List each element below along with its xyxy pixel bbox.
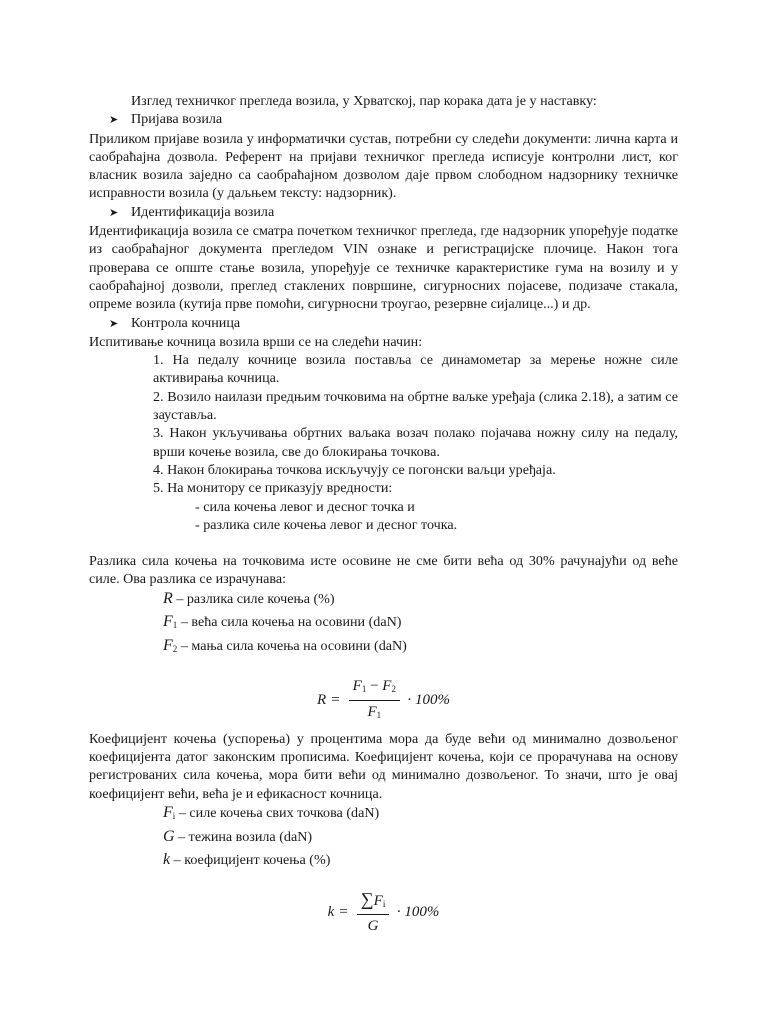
registration-paragraph: Приликом пријаве возила у информатички сустав, потребни су следећи документи: лична карта и саобраћајна дозвола. Референт на пријави техничког прегледа исписује контролни лист, ког власник возила заједно са саобраћајном дозволом даје првом слободном надзорнику техничке исправности возила (у даљњем тексту: надзорник). [89,130,678,202]
definition-desc: – силе кочења свих точкова (daN) [178,805,380,821]
symbol-sub: i [172,811,176,821]
step-item: 1. На педалу кочнице возила поставља се динамометар за мерење ножне силе активирања кочница. [153,352,678,387]
step-item: 3. Након укључивања обртних ваљака возач полако појачава ножну силу на педалу, врши кочење возила, све до блокирања точкова. [153,425,678,460]
formula-factor: 100% [404,904,440,921]
definition-desc: – разлика силе кочења (%) [176,590,335,607]
difference-formula [89,677,678,724]
symbol-sub: 2 [172,643,178,654]
identification-paragraph: Идентификација возила се сматра почетком техничког прегледа, где надзорник упоређује податке из саобраћајног документа прегледом VIN ознаке и регистрацијске плочице. Након тога проверава се опште стање возила, упоређује се техничке карактеристике гума на возилу и у саобраћајној дозволи, преглед стаклених површине, сигурносних појасеве, подизаче стакала, опреме возила (кутија прве помоћи, сигурносни троугао, резервне сијалице...) и др. [89,223,678,313]
heading-text: Пријава возила [131,111,223,128]
definition-F1 [163,612,678,636]
definition-R [163,589,678,613]
term-sub: 2 [391,684,396,695]
step-item: 4. Након блокирања точкова искључују се погонски ваљци уређаја. [153,461,556,478]
formula-factor: 100% [414,692,450,709]
fraction-numerator [357,890,390,915]
value-item: - разлика силе кочења левог и десног точка. [195,516,458,533]
coefficient-formula [89,890,678,936]
arrow-bullet-icon: ➤ [109,316,119,330]
value-item: - сила кочења левог и десног точка и [195,498,415,515]
heading-text: Контрола кочница [131,314,241,331]
symbol: R [163,589,173,607]
multiply-dot: · [406,692,412,709]
fraction-numerator [349,677,400,700]
definition-desc: – већа сила кочења на осовини (daN) [180,614,402,631]
minus-sign: − [370,678,379,695]
symbol: k [163,851,171,868]
term: G [367,917,379,934]
definition-desc: – коефицијент кочења (%) [173,852,331,868]
term-sub: 1 [361,684,367,695]
term: F [382,678,392,695]
symbol: F [163,613,173,631]
step-item: 2. Возило наилази предњим точковима на обртне ваљке уређаја (слика 2.18), а затим се зауставља. [153,388,678,424]
arrow-bullet-icon: ➤ [109,113,119,127]
document-page [89,92,678,941]
fraction-denominator [368,915,379,935]
symbol-sub: 1 [172,620,178,631]
brakes-lead: Испитивање кочница возила врши се на следећи начин: [89,333,423,350]
definition-Fi [163,803,678,827]
section-heading-registration [109,110,678,129]
formula-fraction [357,890,390,936]
formula-lhs: k [327,904,335,921]
arrow-bullet-icon: ➤ [109,205,119,219]
term-sub: i [382,898,386,909]
symbol: F [163,804,173,821]
definition-G [163,827,678,851]
definition-desc: – тежина возила (daN) [178,828,313,845]
formula-equals: = [331,692,340,709]
definition-F2 [163,636,678,660]
symbol: F [163,636,173,654]
coefficient-paragraph: Коефицијент кочења (успорења) у процентима мора да буде већи од минимално дозвољеног коефицијента датог законским прописима. Коефицијент кочења, који се прорачунава на основу регистрованих сила кочења, мора бити већи од минимално дозвољеног. То значи, што је овај коефицијент већи, већа је и ефикасност кочница. [89,730,678,802]
term: F [352,678,362,695]
term: F [373,892,383,909]
section-heading-identification [109,203,678,222]
definition-desc: – мања сила кочења на осовини (daN) [180,637,407,654]
multiply-dot: · [396,904,402,921]
formula-fraction [349,677,400,724]
formula-lhs: R [317,692,327,709]
difference-paragraph: Разлика сила кочења на точковима исте осовине не сме бити већа од 30% рачунајући од веће силе. Ова разлика се израчунава: [89,553,678,588]
fraction-denominator [367,701,381,724]
definition-k [163,850,678,874]
symbol: G [163,827,175,845]
term-sub: 1 [376,709,382,720]
intro-text: Изглед техничког прегледа возила, у Хрватској, пар корака дата је у наставку: [131,93,597,109]
term: F [367,703,377,720]
section-heading-brakes [109,314,678,333]
heading-text: Идентификација возила [131,203,275,220]
sum-sign: ∑ [360,888,374,909]
step-item: 5. На монитору се приказују вредности: [153,480,393,497]
formula-equals: = [339,904,348,921]
spacer [89,534,678,552]
